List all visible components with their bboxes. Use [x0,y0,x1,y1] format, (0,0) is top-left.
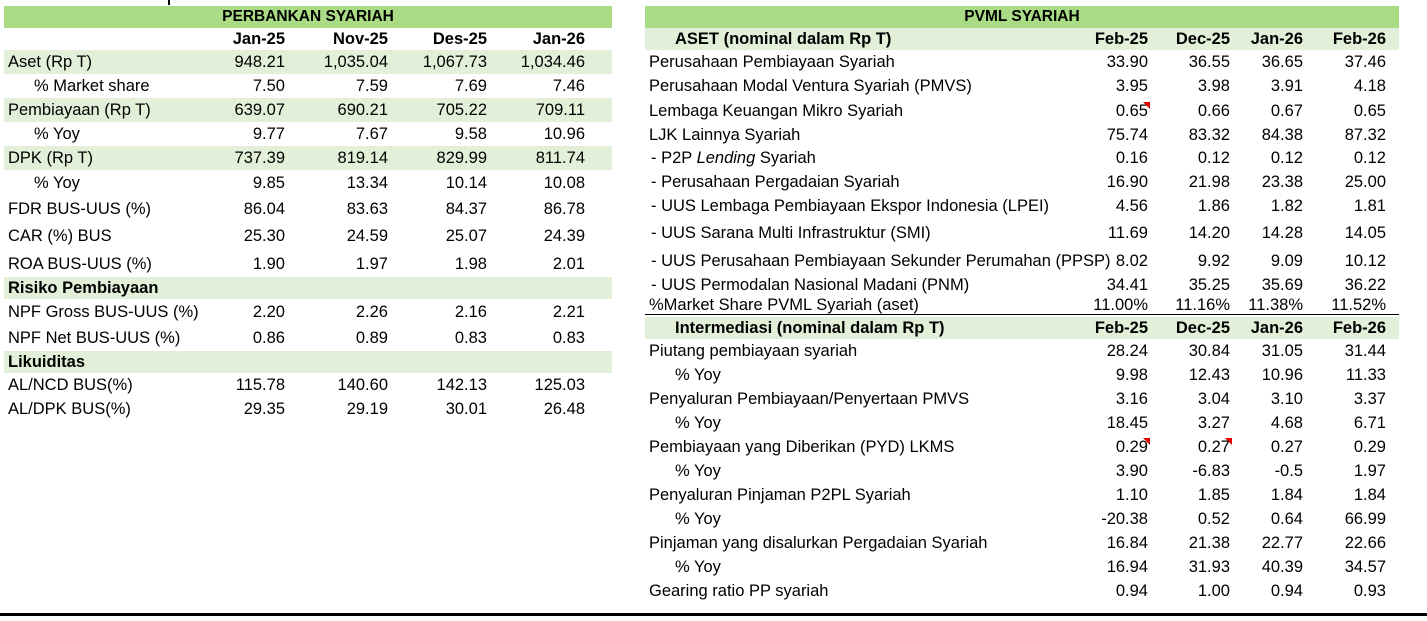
table-cell: 28.24 [1106,342,1148,360]
table-cell: 16.84 [1106,534,1148,552]
table-row [4,196,612,222]
row-label: % Yoy [675,510,721,528]
table-row [645,555,1399,579]
table-cell: 4.68 [1270,414,1303,432]
table-cell: 690.21 [337,101,388,119]
table-cell: 83.32 [1188,126,1230,144]
pvml-syariah-table [645,6,1399,603]
table-cell: 1.00 [1197,582,1230,600]
table-cell: 37.46 [1344,53,1386,71]
table-cell: 3.95 [1115,77,1148,95]
perbankan-title: PERBANKAN SYARIAH [4,6,612,28]
table-cell: 9.58 [454,125,487,143]
table-cell: 639.07 [234,101,285,119]
table-cell: 11.16% [1175,296,1230,314]
table-cell: 16.90 [1106,173,1148,191]
table-row [4,351,612,373]
table-cell: 0.52 [1197,510,1230,528]
table-cell: 36.65 [1261,53,1303,71]
table-cell: 22.77 [1261,534,1303,552]
table-cell: 11.38% [1248,296,1303,314]
comment-marker-icon [1225,438,1232,445]
column-header: Jan-26 [1250,319,1303,337]
table-cell: 1.81 [1353,197,1386,215]
table-cell: 22.66 [1344,534,1386,552]
section-header-row [645,28,1399,50]
table-cell: 11.69 [1107,224,1148,242]
table-cell: 23.38 [1261,173,1303,191]
table-cell: 0.94 [1115,582,1148,600]
table-cell: 24.59 [346,227,388,245]
table-cell: 142.13 [436,376,487,394]
row-label: ROA BUS-UUS (%) [8,255,152,273]
row-label: % Market share [34,77,150,95]
table-cell: 3.91 [1270,77,1303,95]
row-label: Lembaga Keuangan Mikro Syariah [649,102,904,120]
table-row [645,435,1399,459]
pvml-title: PVML SYARIAH [645,6,1399,28]
table-cell: 11.33 [1345,366,1386,384]
table-cell: -0.5 [1274,462,1303,480]
row-label: Perusahaan Pembiayaan Syariah [649,53,895,71]
table-row [645,411,1399,435]
table-cell: 2.21 [552,303,585,321]
table-row [645,170,1399,194]
row-label: Penyaluran Pembiayaan/Penyertaan PMVS [649,390,970,408]
row-label: Piutang pembiayaan syariah [649,342,858,360]
section-heading: Intermediasi (nominal dalam Rp T) [675,319,945,337]
table-cell: 21.98 [1188,173,1230,191]
table-cell: 84.38 [1261,126,1303,144]
table-cell: 14.05 [1344,224,1386,242]
column-header: Feb-25 [1094,319,1148,337]
table-cell: 0.83 [552,329,585,347]
table-cell: 36.22 [1344,276,1386,294]
table-cell: 29.19 [346,400,388,418]
table-cell: 0.67 [1270,102,1303,120]
table-cell: 66.99 [1344,510,1386,528]
table-row [4,397,612,421]
table-row [4,299,612,325]
table-row [645,579,1399,603]
row-label: Perusahaan Modal Ventura Syariah (PMVS) [649,77,972,95]
table-row [4,222,612,251]
table-cell: 36.55 [1188,53,1230,71]
table-row [645,274,1399,296]
table-row [4,74,612,98]
column-header: Feb-25 [1094,30,1148,48]
row-label: AL/DPK BUS(%) [8,400,131,418]
table-cell: 26.48 [543,400,585,418]
table-cell: 3.37 [1353,390,1386,408]
table-cell: 25.00 [1344,173,1386,191]
row-label: NPF Gross BUS-UUS (%) [8,303,199,321]
table-cell: 10.96 [1261,366,1303,384]
table-cell: 3.04 [1197,390,1230,408]
table-cell: 1.90 [252,255,285,273]
row-label: Pembiayaan yang Diberikan (PYD) LKMS [649,438,955,456]
perbankan-syariah-table [4,6,612,421]
table-cell: 1.84 [1353,486,1386,504]
table-cell: 11.00% [1093,296,1148,314]
table-row [645,50,1399,74]
column-header: Feb-26 [1332,319,1386,337]
table-cell: 1.82 [1270,197,1303,215]
row-label: NPF Net BUS-UUS (%) [8,329,181,347]
row-label: DPK (Rp T) [8,149,93,167]
table-cell: 3.16 [1115,390,1148,408]
table-cell: 125.03 [534,376,585,394]
row-label-emphasis: Lending [696,149,756,167]
table-row [4,325,612,351]
table-cell: 0.29 [1353,438,1386,456]
top-tick-mark [168,0,170,5]
table-cell: 2.26 [355,303,388,321]
table-row [4,251,612,277]
table-cell: 83.63 [346,200,388,218]
table-row [4,277,612,299]
table-cell: 14.28 [1261,224,1303,242]
row-label: Aset (Rp T) [8,53,93,71]
row-label: - UUS Perusahaan Pembiayaan Sekunder Perumahan (PPSP) [651,252,1111,270]
pvml-body [645,28,1399,603]
table-row [645,507,1399,531]
row-label: % Yoy [675,414,721,432]
table-cell: 1.85 [1197,486,1230,504]
table-row [4,50,612,74]
row-label: - UUS Sarana Multi Infrastruktur (SMI) [651,224,931,242]
table-cell: 12.43 [1188,366,1230,384]
table-cell: 31.44 [1344,342,1386,360]
row-label: - Perusahaan Pergadaian Syariah [651,173,900,191]
table-row [4,146,612,170]
table-row [645,123,1399,147]
table-cell: 7.59 [355,77,388,95]
section-header-row [645,315,1399,339]
table-cell: 1.84 [1270,486,1303,504]
table-cell: 829.99 [436,149,487,167]
table-cell: 0.27 [1270,438,1303,456]
table-cell: 7.46 [552,77,585,95]
table-row [4,98,612,122]
table-cell: 0.12 [1270,149,1303,167]
table-cell: 10.08 [543,174,585,192]
row-label: % Yoy [34,125,80,143]
table-cell: 3.10 [1270,390,1303,408]
column-header: Des-25 [432,30,487,48]
row-label: %Market Share PVML Syariah (aset) [649,296,919,314]
column-header: Jan-26 [1250,30,1303,48]
table-cell: 11.52% [1331,296,1386,314]
table-cell: 3.98 [1197,77,1230,95]
table-cell: 0.86 [252,329,285,347]
row-label: FDR BUS-UUS (%) [8,200,151,218]
comment-marker-icon [1143,438,1150,445]
table-cell: 9.77 [252,125,285,143]
table-cell: 13.34 [346,174,388,192]
table-cell: 8.02 [1115,252,1148,270]
table-cell: -6.83 [1192,462,1230,480]
row-label: % Yoy [675,558,721,576]
table-row [645,483,1399,507]
table-cell: 0.93 [1353,582,1386,600]
table-row [645,339,1399,363]
table-cell: 75.74 [1106,126,1148,144]
table-cell: 30.01 [445,400,487,418]
table-cell: 2.01 [552,255,585,273]
table-row [645,194,1399,218]
column-header: Nov-25 [332,30,388,48]
table-cell: 16.94 [1106,558,1148,576]
table-cell: 6.71 [1353,414,1386,432]
table-cell: 14.20 [1188,224,1230,242]
table-row [645,459,1399,483]
table-cell: 3.27 [1197,414,1230,432]
column-header: Jan-25 [232,30,285,48]
table-row [4,170,612,196]
bottom-border [0,613,1427,616]
table-row [4,373,612,397]
row-label: Pembiayaan (Rp T) [8,101,151,119]
table-cell: 1.86 [1197,197,1230,215]
row-label-part: Syariah [755,149,816,167]
row-label: Pinjaman yang disalurkan Pergadaian Syariah [649,534,988,552]
table-cell: 10.96 [543,125,585,143]
table-cell: 819.14 [337,149,388,167]
table-cell: 0.29 [1115,438,1148,456]
table-cell: 811.74 [535,149,585,167]
row-label: % Yoy [675,366,721,384]
table-cell: 7.50 [252,77,285,95]
table-row [645,531,1399,555]
table-cell: 2.16 [454,303,487,321]
row-label: CAR (%) BUS [8,227,112,245]
table-cell: 35.25 [1188,276,1230,294]
table-cell: 0.64 [1270,510,1303,528]
table-row [645,296,1399,315]
table-cell: 24.39 [543,227,585,245]
table-cell: 21.38 [1188,534,1230,552]
table-cell: 115.78 [235,376,285,394]
table-cell: 4.18 [1353,77,1386,95]
table-cell: 34.41 [1106,276,1148,294]
row-label: Risiko Pembiayaan [8,279,159,297]
table-row [645,387,1399,411]
row-label: Penyaluran Pinjaman P2PL Syariah [649,486,911,504]
table-cell: 0.89 [355,329,388,347]
table-cell: 705.22 [436,101,487,119]
table-cell: -20.38 [1101,510,1148,528]
row-label: Gearing ratio PP syariah [649,582,829,600]
table-cell: 1.97 [1353,462,1386,480]
table-cell: 40.39 [1261,558,1303,576]
table-cell: 4.56 [1115,197,1148,215]
table-cell: 0.65 [1115,102,1148,120]
table-cell: 1,035.04 [323,53,388,71]
table-cell: 25.30 [243,227,285,245]
table-cell: 10.14 [445,174,487,192]
row-label: LJK Lainnya Syariah [649,126,801,144]
table-cell: 25.07 [445,227,487,245]
table-cell: 737.39 [234,149,285,167]
table-row [645,99,1399,123]
table-cell: 1.10 [1115,486,1148,504]
table-cell: 30.84 [1188,342,1230,360]
table-cell: 948.21 [234,53,285,71]
table-cell: 0.27 [1197,438,1230,456]
table-cell: 18.45 [1106,414,1148,432]
table-cell: 31.05 [1261,342,1303,360]
row-label: % Yoy [34,174,80,192]
table-cell: 86.04 [243,200,285,218]
table-cell: 35.69 [1261,276,1303,294]
table-cell: 10.12 [1344,252,1386,270]
table-cell: 34.57 [1344,558,1386,576]
table-cell: 87.32 [1344,126,1386,144]
row-label-part: - P2P [651,149,697,167]
table-cell: 9.85 [252,174,285,192]
table-cell: 0.83 [454,329,487,347]
column-header: Dec-25 [1175,319,1230,337]
table-cell: 0.16 [1115,149,1148,167]
row-label: Likuiditas [8,353,86,371]
row-label: % Yoy [675,462,721,480]
table-cell: 0.94 [1270,582,1303,600]
table-cell: 7.67 [355,125,388,143]
column-header: Dec-25 [1175,30,1230,48]
column-header: Jan-26 [532,30,585,48]
table-cell: 0.66 [1197,102,1230,120]
row-label: - UUS Permodalan Nasional Madani (PNM) [651,276,970,294]
row-label: AL/NCD BUS(%) [8,376,133,394]
table-cell: 9.98 [1115,366,1148,384]
table-cell: 140.60 [337,376,388,394]
table-cell: 84.37 [445,200,487,218]
perbankan-body [4,28,612,421]
table-row [4,122,612,146]
table-row [645,218,1399,249]
table-cell: 1,034.46 [520,53,585,71]
perbankan-header-row [4,28,612,50]
table-cell: 0.12 [1197,149,1230,167]
table-cell: 1,067.73 [422,53,487,71]
column-header: Feb-26 [1332,30,1386,48]
section-heading: ASET (nominal dalam Rp T) [675,30,892,48]
table-cell: 1.97 [355,255,388,273]
table-cell: 1.98 [454,255,487,273]
table-cell: 0.65 [1353,102,1386,120]
table-cell: 2.20 [252,303,285,321]
table-cell: 709.11 [535,101,585,119]
table-cell: 9.92 [1197,252,1230,270]
table-row [645,249,1399,274]
table-cell: 33.90 [1106,53,1148,71]
table-cell: 9.09 [1270,252,1303,270]
comment-marker-icon [1143,102,1150,109]
table-row [645,147,1399,170]
table-cell: 3.90 [1115,462,1148,480]
table-cell: 31.93 [1188,558,1230,576]
table-cell: 7.69 [454,77,487,95]
row-label: - UUS Lembaga Pembiayaan Ekspor Indonesia (LPEI) [651,197,1050,215]
table-cell: 29.35 [243,400,285,418]
table-cell: 0.12 [1353,149,1386,167]
table-cell: 86.78 [543,200,585,218]
table-row [645,74,1399,99]
table-row [645,363,1399,387]
